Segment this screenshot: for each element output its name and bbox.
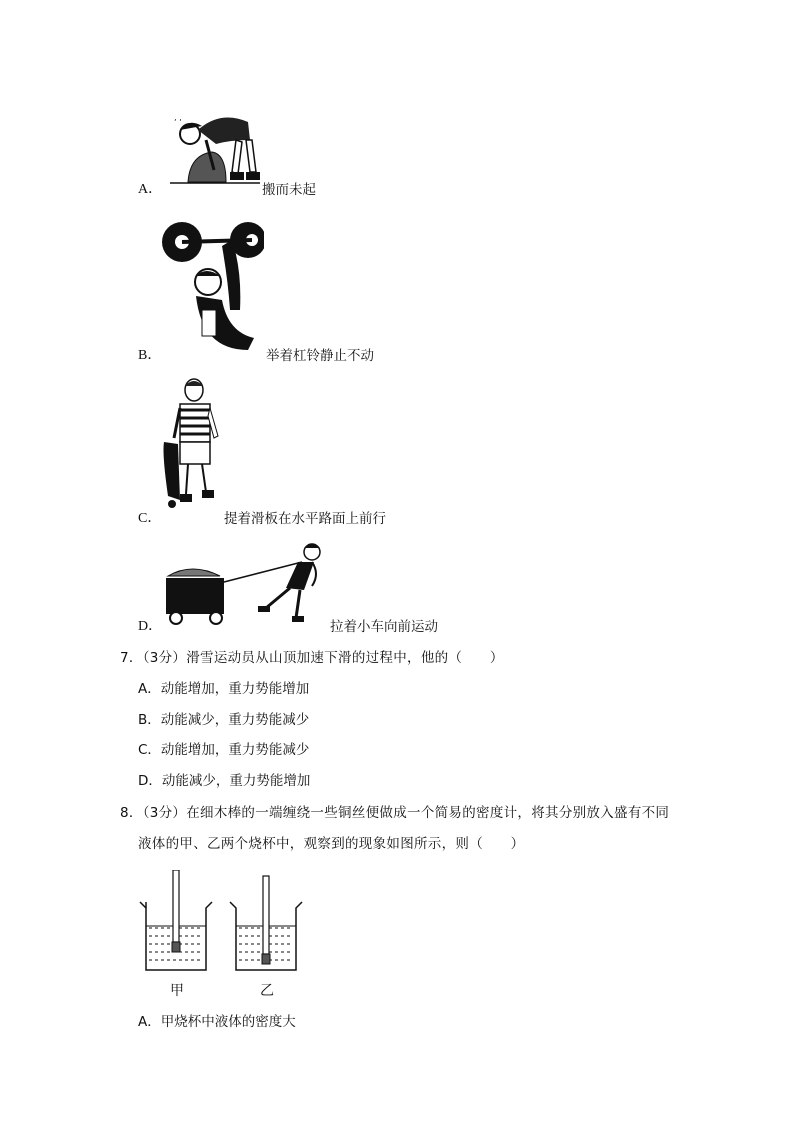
beaker-yi [230,876,302,970]
beakers-diagram [136,870,306,974]
question-8-stem-line-1: 8．（3分）在细木棒的一端缠绕一些铜丝便做成一个简易的密度计，将其分别放入盛有不同 [120,805,670,821]
option-b-caption: 举着杠铃静止不动 [266,348,374,364]
question-7-stem: 7．（3分）滑雪运动员从山顶加速下滑的过程中，他的（ ） [120,650,504,666]
boy-pulling-cart-illustration [162,538,334,626]
option-b-letter: B． [138,348,162,363]
question-7-choice-d: D．动能减少，重力势能增加 [138,773,311,789]
option-d-caption: 拉着小车向前运动 [330,619,438,635]
option-a-caption: 搬而未起 [262,182,316,198]
beaker-label-jia: 甲 [170,983,184,999]
person-lifting-rock-illustration [160,100,260,190]
question-8-choice-a: A．甲烧杯中液体的密度大 [138,1014,296,1030]
boy-carrying-skateboard-illustration [162,376,224,518]
beaker-label-yi: 乙 [260,983,274,999]
option-a-letter: A． [138,182,163,197]
person-holding-barbell-illustration [162,210,264,356]
option-d-letter: D． [138,619,163,634]
question-7-choice-a: A．动能增加，重力势能增加 [138,681,310,697]
beaker-jia [140,870,212,970]
question-8-stem-line-2: 液体的甲、乙两个烧杯中，观察到的现象如图所示，则（ ） [138,836,525,852]
question-7-choice-c: C．动能增加，重力势能减少 [138,742,310,758]
option-c-caption: 提着滑板在水平路面上前行 [224,511,386,527]
svg-text:‚ ‚: ‚ ‚ [174,113,182,122]
option-c-letter: C． [138,511,162,526]
question-7-choice-b: B．动能减少，重力势能减少 [138,712,310,728]
